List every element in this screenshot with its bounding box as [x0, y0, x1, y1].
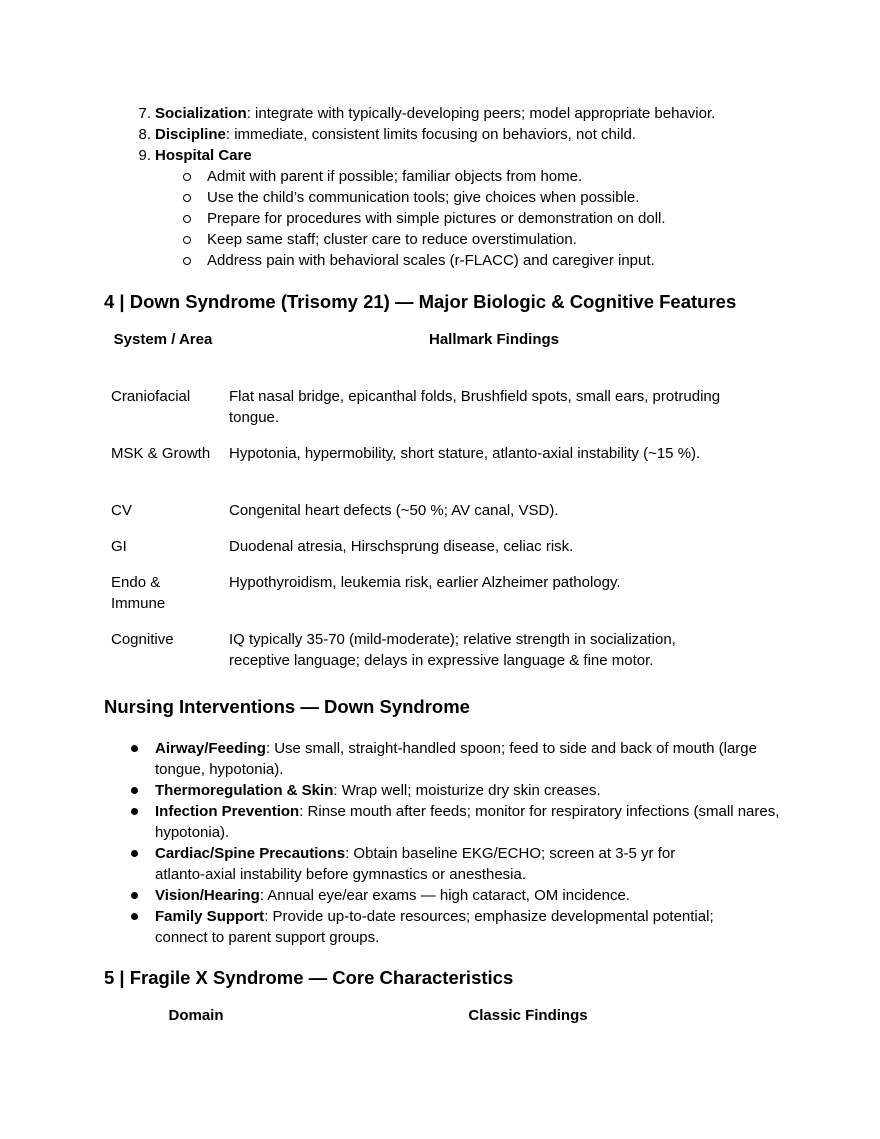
bullet-icon	[131, 780, 139, 801]
table-cell-findings: Duodenal atresia, Hirschsprung disease, celiac risk.	[229, 538, 574, 555]
table-header-system-area: System / Area	[113, 331, 213, 348]
list-number: 9.	[138, 147, 151, 164]
list-term: Thermoregulation & Skin	[155, 782, 334, 799]
list-text: : Use small, straight-handled spoon; feed to side and back of mouth (large tongue, hypotonia).	[155, 740, 757, 778]
hollow-bullet-icon	[182, 166, 192, 187]
table-cell-area: Craniofacial	[111, 388, 191, 405]
sub-list-text: Prepare for procedures with simple pictures or demonstration on doll.	[207, 210, 666, 227]
hollow-bullet-icon	[182, 229, 192, 250]
list-number: 8.	[138, 126, 151, 143]
bullet-icon	[131, 801, 139, 822]
table-cell-findings: Flat nasal bridge, epicanthal folds, Brushfield spots, small ears, protruding tongue.	[229, 388, 721, 426]
list-text: : integrate with typically-developing peers; model appropriate behavior.	[246, 105, 716, 122]
bullet-icon	[131, 738, 139, 759]
section-heading-fragile-x: 5 | Fragile X Syndrome — Core Characteristics	[104, 967, 514, 988]
list-term: Hospital Care	[155, 147, 252, 164]
list-term: Vision/Hearing	[155, 887, 260, 904]
hollow-bullet-icon	[182, 250, 192, 271]
list-term: Cardiac/Spine Precautions	[155, 845, 346, 862]
table-cell-area: Cognitive	[111, 631, 174, 648]
table-cell-findings: Hypothyroidism, leukemia risk, earlier Alzheimer pathology.	[229, 574, 621, 591]
table-cell-findings: Hypotonia, hypermobility, short stature, atlanto-axial instability (~15 %).	[229, 445, 701, 462]
bullet-icon	[131, 906, 139, 927]
hollow-bullet-icon	[182, 187, 192, 208]
list-term: Discipline	[155, 126, 226, 143]
table-cell-findings: Congenital heart defects (~50 %; AV canal, VSD).	[229, 502, 559, 519]
table-cell-area: GI	[111, 538, 127, 555]
table-cell-area: Endo & Immune	[111, 574, 166, 612]
list-text: : Rinse mouth after feeds; monitor for respiratory infections (small nares, hypotonia).	[155, 803, 780, 841]
section-heading-nursing-interventions: Nursing Interventions — Down Syndrome	[104, 696, 470, 717]
list-term: Family Support	[155, 908, 265, 925]
table-cell-area: CV	[111, 502, 132, 519]
section-heading-down-syndrome: 4 | Down Syndrome (Trisomy 21) — Major Biologic & Cognitive Features	[104, 291, 737, 312]
sub-list-text: Admit with parent if possible; familiar objects from home.	[207, 168, 583, 185]
list-term: Socialization	[155, 105, 247, 122]
sub-list-text: Use the child’s communication tools; give choices when possible.	[207, 189, 640, 206]
table-cell-area: MSK & Growth	[111, 445, 211, 462]
list-text: : Obtain baseline EKG/ECHO; screen at 3-5 yr for atlanto-axial instability before gymnastics or anesthesia.	[155, 845, 676, 883]
list-text: : Wrap well; moisturize dry skin creases.	[333, 782, 601, 799]
table-header-hallmark-findings: Hallmark Findings	[428, 331, 560, 348]
table-header-classic-findings: Classic Findings	[468, 1007, 588, 1024]
list-term: Infection Prevention	[155, 803, 300, 820]
list-text: : immediate, consistent limits focusing on behaviors, not child.	[225, 126, 637, 143]
list-number: 7.	[138, 105, 151, 122]
hollow-bullet-icon	[182, 208, 192, 229]
sub-list-text: Address pain with behavioral scales (r-FLACC) and caregiver input.	[207, 252, 655, 269]
bullet-icon	[131, 843, 139, 864]
list-term: Airway/Feeding	[155, 740, 266, 757]
bullet-icon	[131, 885, 139, 906]
table-cell-findings: IQ typically 35-70 (mild-moderate); relative strength in socialization, receptive language; delays in expressive language & fine motor.	[229, 631, 676, 669]
list-text: : Provide up-to-date resources; emphasize developmental potential; connect to parent support groups.	[155, 908, 714, 946]
list-text: : Annual eye/ear exams — high cataract, OM incidence.	[259, 887, 630, 904]
table-header-domain: Domain	[168, 1007, 224, 1024]
sub-list-text: Keep same staff; cluster care to reduce overstimulation.	[207, 231, 577, 248]
